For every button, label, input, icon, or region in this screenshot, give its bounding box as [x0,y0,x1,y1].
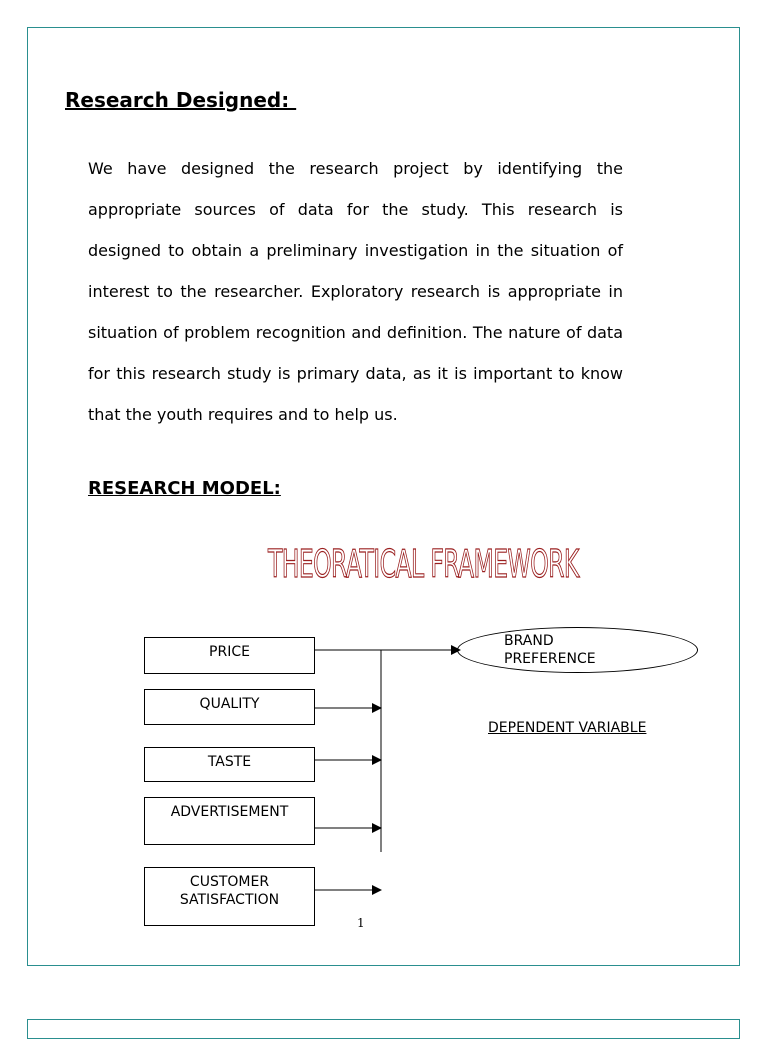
framework-title: THEORATICAL FRAMEWORK [268,542,579,586]
variable-box-taste: TASTE [144,747,315,782]
dependent-variable-text: BRAND PREFERENCE [504,633,596,667]
variable-box-advertisement: ADVERTISEMENT [144,797,315,845]
section-heading: Research Designed: [65,88,297,112]
variable-box-quality: QUALITY [144,689,315,725]
research-model-heading: RESEARCH MODEL: [88,478,281,499]
variable-box-price: PRICE [144,637,315,674]
body-paragraph: We have designed the research project by identifying the appropriate sources of data for the study. This research is designed to obtain a preliminary investigation in the situation of interest to the researcher. Exploratory research is appropriate in situation of problem recognition and definition. The nature of data for this research study is primary data, as it is important to know that the youth requires and to help us. [88,159,623,424]
page-number: 1 [357,916,365,930]
dependent-variable-oval [457,627,698,673]
dependent-variable-label: DEPENDENT VARIABLE [488,720,647,736]
variable-box-customer-satisfaction: CUSTOMER SATISFACTION [144,867,315,926]
